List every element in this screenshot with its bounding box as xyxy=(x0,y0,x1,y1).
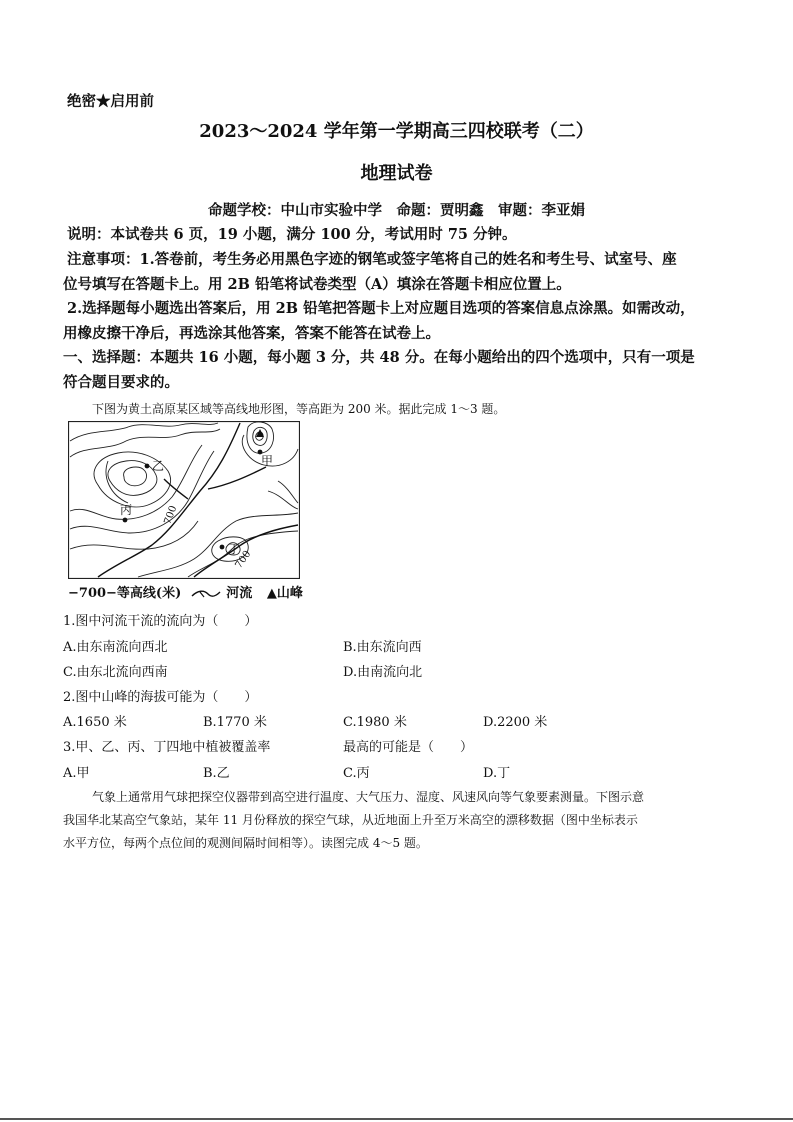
contour-map xyxy=(68,421,300,579)
map-legend xyxy=(68,582,303,601)
intro-q4-5-line1: 气象上通常用气球把探空仪器带到高空进行温度、大气压力、湿度、风速风向等气象要素测量。下图示意 xyxy=(92,790,645,804)
legend-river-icon xyxy=(190,588,222,600)
section1-line1: 一、选择题：本题共 16 小题，每小题 3 分，共 48 分。在每小题给出的四个选项中，只有一项是 xyxy=(63,349,695,366)
q3-stem-part2: 最高的可能是（ ） xyxy=(343,740,474,755)
instructions-item1-line2: 位号填写在答题卡上。用 2B 铅笔将试卷类型（A）填涂在答题卡相应位置上。 xyxy=(63,276,571,293)
legend-peak: ▲山峰 xyxy=(266,586,303,601)
q2-option-b: B.1770 米 xyxy=(203,715,267,730)
map-frame xyxy=(69,422,300,579)
instructions-item1-line1: 注意事项：1.答卷前，考生务必用黑色字迹的钢笔或签字笔将自己的姓名和考生号、试室号、座 xyxy=(67,251,677,268)
q2-option-d: D.2200 米 xyxy=(483,715,548,730)
q3-option-b: B.乙 xyxy=(203,766,230,781)
contour-label: 700 xyxy=(233,548,254,571)
q2-option-a: A.1650 米 xyxy=(63,715,127,730)
q3-option-d: D.丁 xyxy=(483,766,511,781)
label-ding: 丁 xyxy=(228,542,241,556)
legend-river: 河流 xyxy=(226,586,253,601)
intro-q4-5-line2: 我国华北某高空气象站，某年 11 月份释放的探空气球，从近地面上升至万米高空的漂移数据（图中坐标表示 xyxy=(63,813,638,827)
legend-contour: −700−等高线(米) xyxy=(68,586,182,601)
q1-option-a: A.由东南流向西北 xyxy=(63,640,168,655)
q2-option-c: C.1980 米 xyxy=(343,715,407,730)
instructions-item2-line1: 2.选择题每小题选出答案后，用 2B 铅笔把答题卡上对应题目选项的答案信息点涂黑。如需改动， xyxy=(67,300,695,317)
exam-note: 说明：本试卷共 6 页，19 小题，满分 100 分，考试用时 75 分钟。 xyxy=(67,226,517,243)
q3-option-c: C.丙 xyxy=(343,766,370,781)
point-ding xyxy=(220,545,225,550)
label-jia: 甲 xyxy=(261,454,274,468)
label-bing: 丙 xyxy=(120,503,133,517)
q1-option-c: C.由东北流向西南 xyxy=(63,665,168,680)
contour-label: 700 xyxy=(162,504,180,527)
q2-stem: 2.图中山峰的海拔可能为（ ） xyxy=(63,690,258,705)
q1-option-b: B.由东流向西 xyxy=(343,640,422,655)
secret-label: 绝密★启用前 xyxy=(67,93,154,110)
q1-stem: 1.图中河流干流的流向为（ ） xyxy=(63,614,258,629)
section1-line2: 符合题目要求的。 xyxy=(63,374,179,391)
subject-title: 地理试卷 xyxy=(360,163,433,184)
exam-title: 2023～2024 学年第一学期高三四校联考（二） xyxy=(199,121,594,142)
label-yi: 乙 xyxy=(152,459,165,473)
point-bing xyxy=(123,518,128,523)
q3-stem-part1: 3.甲、乙、丙、丁四地中植被覆盖率 xyxy=(63,740,271,755)
point-yi xyxy=(145,464,150,469)
intro-q4-5-line3: 水平方位，每两个点位间的观测间隔时间相等）。读图完成 4～5 题。 xyxy=(63,836,428,850)
page-bottom-rule xyxy=(0,1118,793,1120)
authors-line: 命题学校：中山市实验中学 命题：贾明鑫 审题：李亚娟 xyxy=(208,202,585,219)
intro-q1-3: 下图为黄土高原某区域等高线地形图，等高距为 200 米。据此完成 1～3 题。 xyxy=(92,402,506,416)
instructions-item2-line2: 用橡皮擦干净后，再选涂其他答案，答案不能答在试卷上。 xyxy=(63,325,440,342)
q3-option-a: A.甲 xyxy=(63,766,90,781)
q1-option-d: D.由南流向北 xyxy=(343,665,423,680)
